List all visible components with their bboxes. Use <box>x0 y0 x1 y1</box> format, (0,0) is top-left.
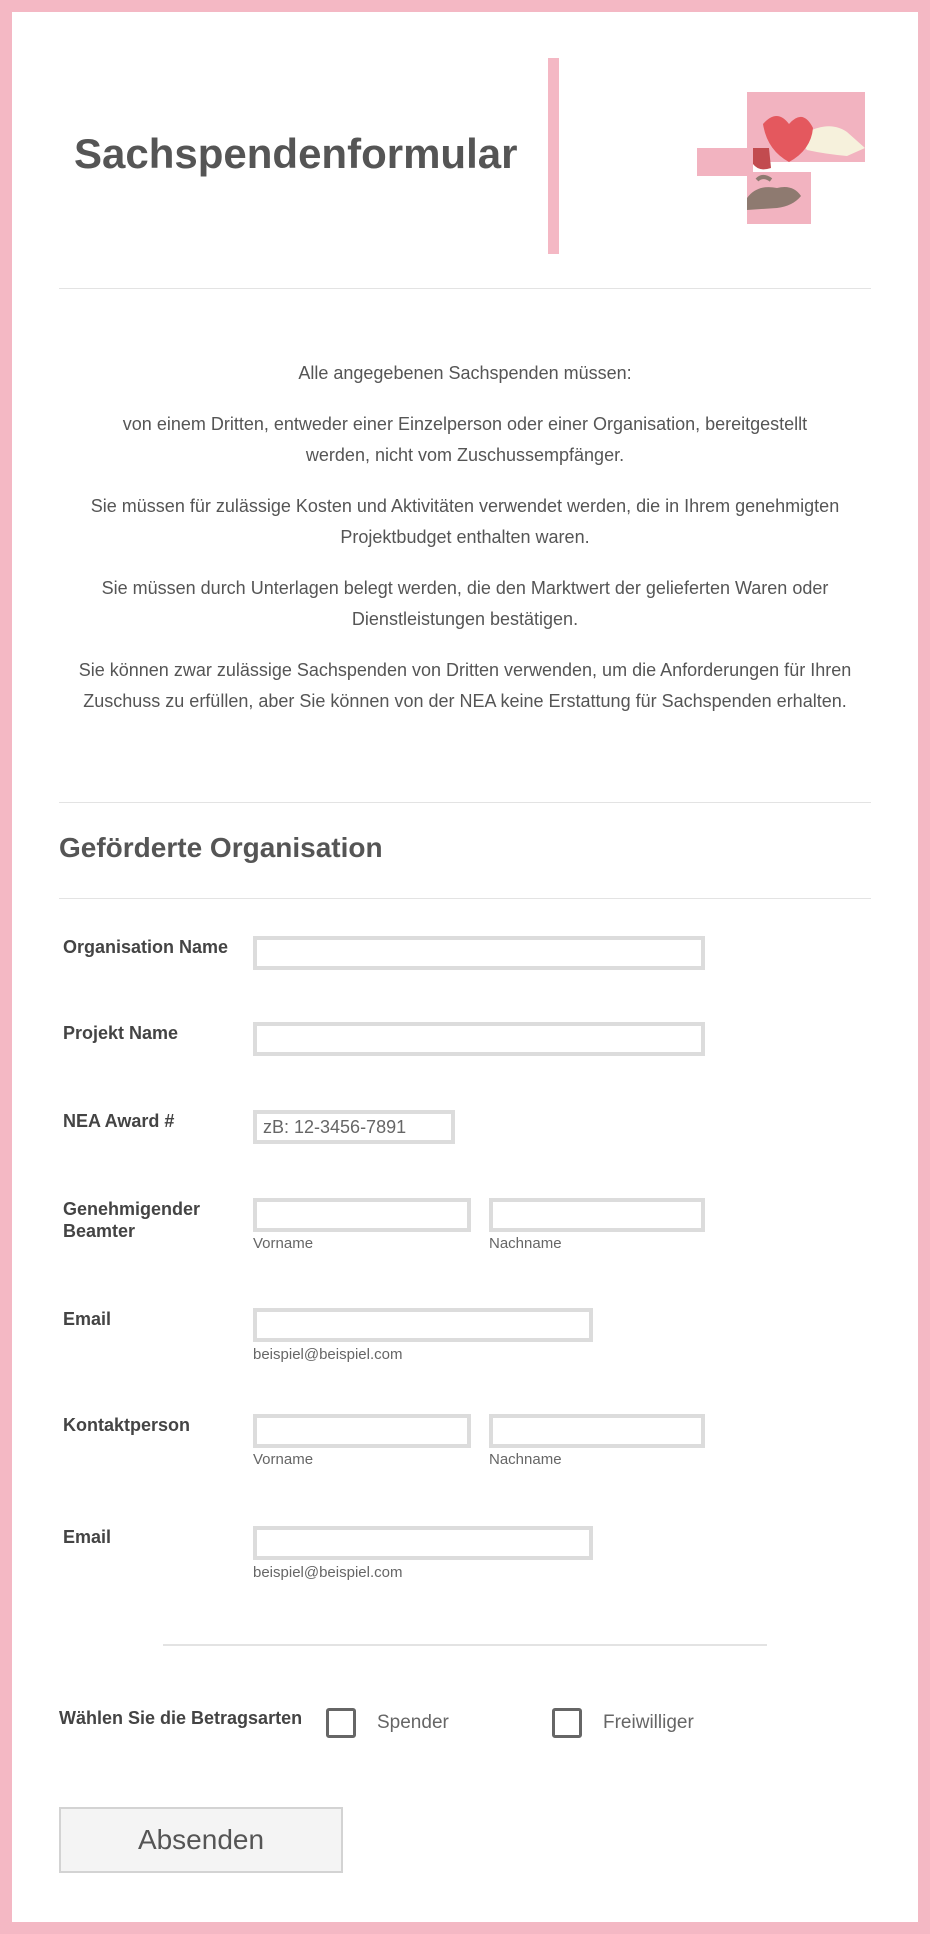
organisation-name-label: Organisation Name <box>63 937 229 957</box>
kontakt-first-name-input[interactable] <box>253 1414 471 1448</box>
last-name-sublabel: Nachname <box>489 1235 562 1252</box>
beamter-last-name-input[interactable] <box>489 1198 705 1232</box>
giving-hands-heart-icon <box>697 88 867 228</box>
email-sublabel: beispiel@beispiel.com <box>253 1346 403 1363</box>
beamter-label: Genehmigender Beamter <box>63 1199 201 1241</box>
submit-button[interactable]: Absenden <box>59 1807 343 1873</box>
email-input[interactable] <box>253 1526 593 1560</box>
email-label: Email <box>63 1527 112 1547</box>
intro-point: Sie müssen für zulässige Kosten und Aktivitäten verwendet werden, die in Ihrem genehmigten Projektbudget enthalten waren. <box>90 496 840 547</box>
form-header <box>59 0 871 288</box>
nea-award-label: NEA Award # <box>63 1111 175 1131</box>
email-label: Email <box>63 1309 112 1329</box>
intro-point: von einem Dritten, entweder einer Einzelperson oder einer Organisation, bereitgestellt werden, nicht vom Zuschussempfänger. <box>122 414 808 465</box>
form-title: Sachspendenformular <box>74 130 518 177</box>
beamter-first-name-input[interactable] <box>253 1198 471 1232</box>
nea-award-input[interactable] <box>253 1110 455 1144</box>
betragsarten-label: Wählen Sie die Betragsarten <box>59 1708 303 1728</box>
spender-checkbox[interactable] <box>326 1708 356 1738</box>
divider <box>59 898 871 899</box>
freiwilliger-checkbox[interactable] <box>552 1708 582 1738</box>
intro-point: Sie können zwar zulässige Sachspenden von Dritten verwenden, um die Anforderungen für Ihren Zuschuss zu erfüllen, aber Sie können von der NEA keine Erstattung für Sachspenden erhalten. <box>78 660 852 711</box>
last-name-sublabel: Nachname <box>489 1451 562 1468</box>
section-title: Geförderte Organisation <box>59 832 383 863</box>
divider <box>163 1644 767 1646</box>
spender-option-label[interactable]: Spender <box>377 1712 449 1733</box>
intro-point: Sie müssen durch Unterlagen belegt werden, die den Marktwert der gelieferten Waren oder Dienstleistungen bestätigen. <box>101 578 829 629</box>
kontakt-last-name-input[interactable] <box>489 1414 705 1448</box>
projekt-name-label: Projekt Name <box>63 1023 179 1043</box>
email-input[interactable] <box>253 1308 593 1342</box>
organisation-name-input[interactable] <box>253 936 705 970</box>
email-sublabel: beispiel@beispiel.com <box>253 1564 403 1581</box>
first-name-sublabel: Vorname <box>253 1235 314 1252</box>
intro-lead: Alle angegebenen Sachspenden müssen: <box>298 363 632 383</box>
divider <box>59 288 871 289</box>
intro-text <box>59 358 871 737</box>
divider <box>59 802 871 803</box>
projekt-name-input[interactable] <box>253 1022 705 1056</box>
header-divider <box>548 58 559 254</box>
first-name-sublabel: Vorname <box>253 1451 314 1468</box>
kontaktperson-label: Kontaktperson <box>63 1415 191 1435</box>
freiwilliger-option-label[interactable]: Freiwilliger <box>603 1712 694 1733</box>
